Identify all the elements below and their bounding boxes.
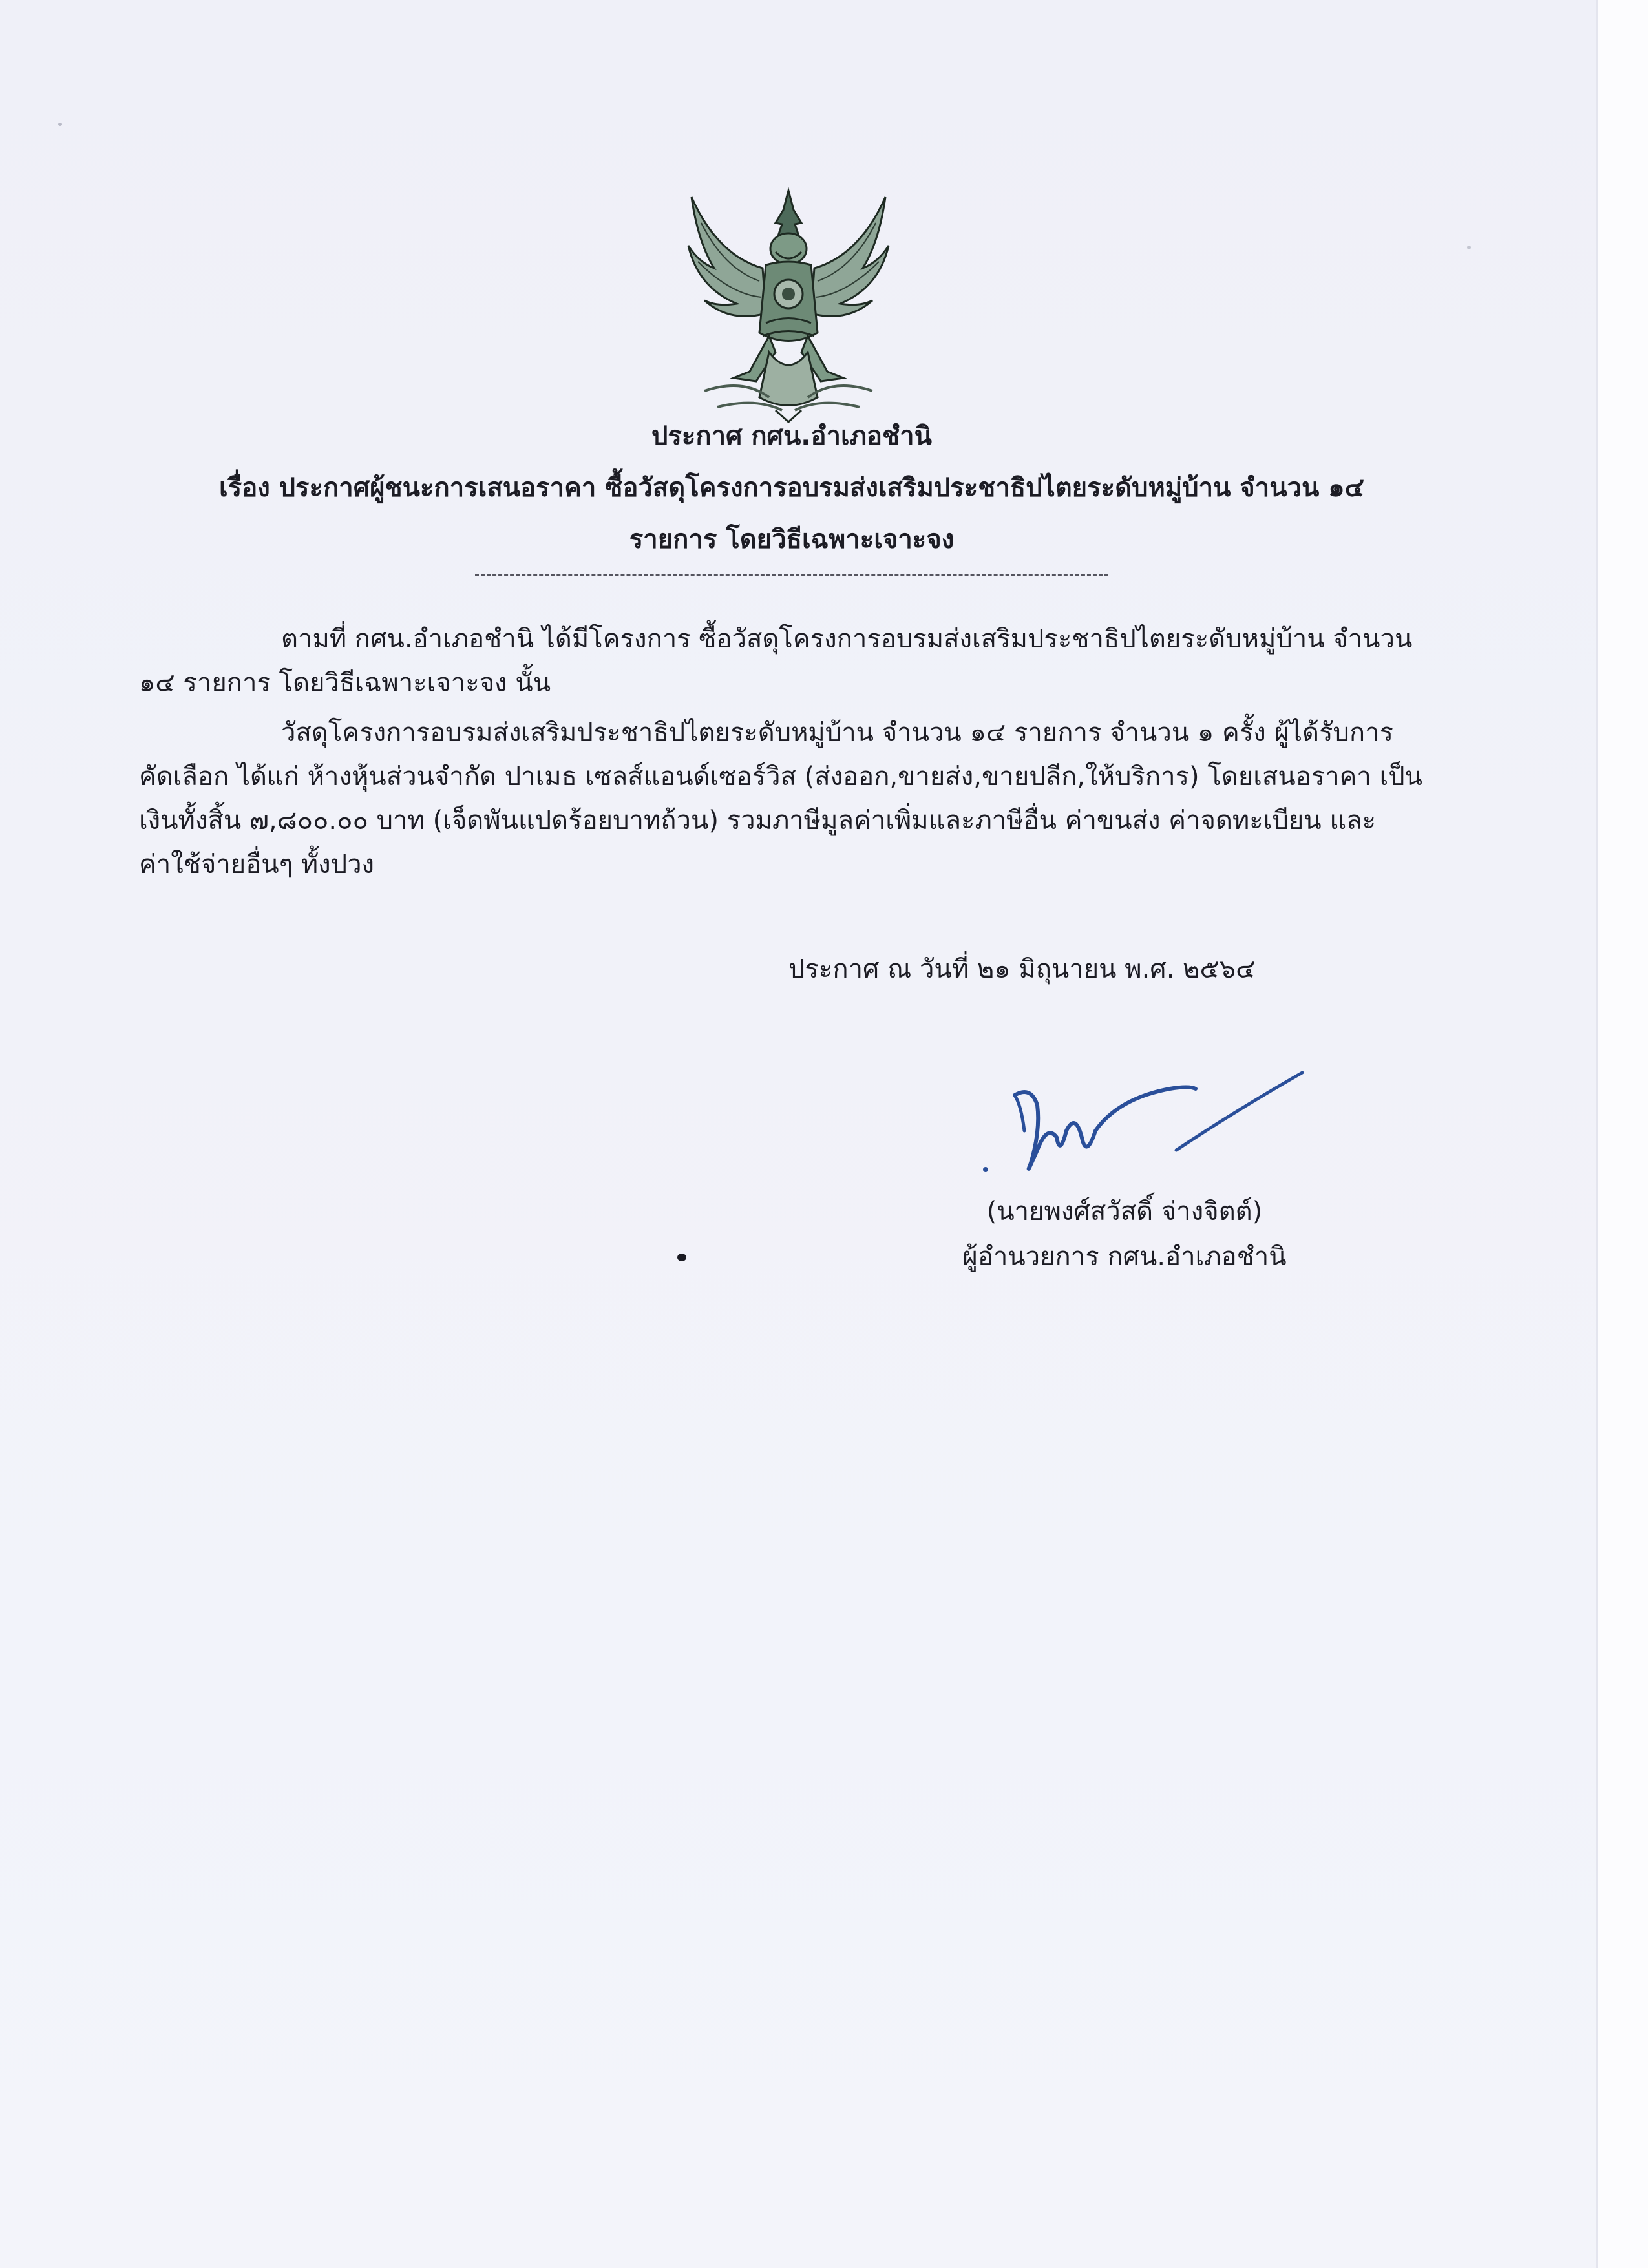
announcement-title: ประกาศ กศน.อำเภอชำนิ bbox=[651, 421, 932, 451]
paragraph-2-line-3: เงินทั้งสิ้น ๗,๘๐๐.๐๐ บาท (เจ็ดพันแปดร้อยบาทถ้วน) รวมภาษีมูลค่าเพิ่มและภาษีอื่น ค่าขนส่ง ค่าจดทะเบียน และ bbox=[139, 806, 1377, 835]
announcement-subject-line-2: รายการ โดยวิธีเฉพาะเจาะจง bbox=[629, 525, 955, 554]
signer-position: ผู้อำนวยการ กศน.อำเภอชำนิ bbox=[962, 1242, 1287, 1272]
garuda-emblem-icon bbox=[679, 184, 898, 423]
title-divider bbox=[475, 574, 1108, 576]
announcement-subject-line-1: เรื่อง ประกาศผู้ชนะการเสนอราคา ซื้อวัสดุโครงการอบรมส่งเสริมประชาธิปไตยระดับหมู่บ้าน จำนวน ๑๔ bbox=[219, 473, 1364, 503]
scan-margin bbox=[1596, 0, 1648, 2268]
paragraph-1-line-2: ๑๔ รายการ โดยวิธีเฉพาะเจาะจง นั้น bbox=[139, 668, 551, 698]
announcement-date: ประกาศ ณ วันที่ ๒๑ มิถุนายน พ.ศ. ๒๕๖๔ bbox=[788, 954, 1256, 984]
paragraph-1-line-1: ตามที่ กศน.อำเภอชำนิ ได้มีโครงการ ซื้อวัสดุโครงการอบรมส่งเสริมประชาธิปไตยระดับหมู่บ้าน จำนวน bbox=[281, 624, 1413, 654]
paragraph-2-line-1: วัสดุโครงการอบรมส่งเสริมประชาธิปไตยระดับหมู่บ้าน จำนวน ๑๔ รายการ จำนวน ๑ ครั้ง ผู้ได้รับการ bbox=[281, 718, 1394, 748]
ink-speck bbox=[58, 123, 62, 126]
signer-name: (นายพงศ์สวัสดิ์ จ่างจิตต์) bbox=[986, 1197, 1263, 1226]
paragraph-2 bbox=[139, 711, 1431, 887]
ink-speck bbox=[677, 1254, 686, 1261]
paragraph-2-line-4: ค่าใช้จ่ายอื่นๆ ทั้งปวง bbox=[139, 850, 375, 879]
ink-speck bbox=[1467, 246, 1471, 249]
paragraph-2-line-2: คัดเลือก ได้แก่ ห้างหุ้นส่วนจำกัด ปาเมธ เซลส์แอนด์เซอร์วิส (ส่งออก,ขายส่ง,ขายปลีก,ให้บริการ) โดยเสนอราคา เป็น bbox=[139, 762, 1422, 792]
handwritten-signature bbox=[976, 1060, 1312, 1189]
paragraph-1 bbox=[139, 617, 1431, 705]
